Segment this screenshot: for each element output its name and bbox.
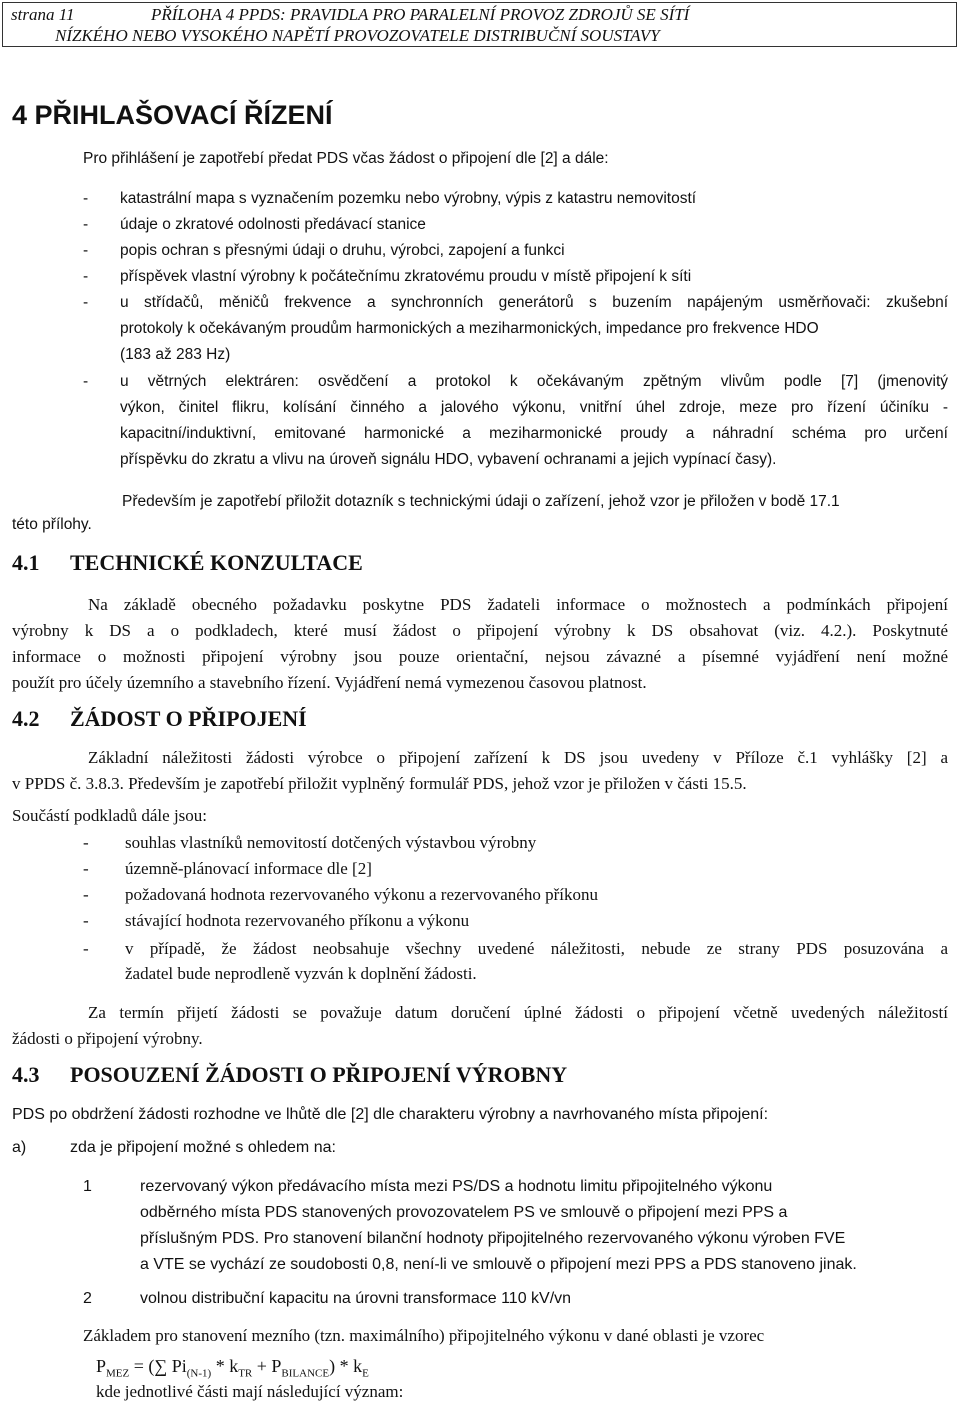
paragraph-line: informace o možnosti připojení výrobny jsou pouze orientační, nejsou závazné a písemné vyjádření není možné <box>12 647 948 666</box>
item-1-line: příslušným PDS. Pro stanovení bilanční hodnoty připojitelného rezervovaného výkonu výroben FVE <box>140 1230 846 1247</box>
section-4-intro: Pro přihlášení je zapotřebí předat PDS včas žádost o připojení dle [2] a dále: <box>83 150 609 167</box>
list-item: požadovaná hodnota rezervovaného výkonu a rezervovaného příkonu <box>125 885 598 904</box>
section-4-1-heading <box>12 550 363 576</box>
list-item-continued: výkon, činitel flikru, kolísání činného a jalového výkonu, vnitřní úhel zdroje, meze pro řízení účiníku - <box>120 399 948 416</box>
section-title: TECHNICKÉ KONZULTACE <box>70 550 363 575</box>
paragraph-line: v PPDS č. 3.8.3. Především je zapotřebí přiložit vyplněný formulář PDS, jehož vzor je přiložen v části 15.5. <box>12 774 747 793</box>
section-4-note-end: této přílohy. <box>12 516 92 533</box>
bullet-dash: - <box>83 294 89 311</box>
paragraph-line: použít pro účely územního a stavebního řízení. Vyjádření nemá vymezenou časovou platnost. <box>12 673 647 692</box>
list-item: katastrální mapa s vyznačením pozemku nebo výrobny, výpis z katastru nemovitostí <box>120 190 697 207</box>
section-title: POSOUZENÍ ŽÁDOSTI O PŘIPOJENÍ VÝROBNY <box>70 1062 568 1087</box>
list-item-continued: protokoly k očekávaným proudům harmonických a meziharmonických, impedance pro frekvence HDO <box>120 320 819 337</box>
bullet-dash: - <box>83 833 89 852</box>
list-item: územně-plánovací informace dle [2] <box>125 859 372 878</box>
list-item: údaje o zkratové odolnosti předávací stanice <box>120 216 426 233</box>
bullet-dash: - <box>83 885 89 904</box>
bullet-dash: - <box>83 268 89 285</box>
paragraph-line: výrobny k DS a o podkladech, které musí žádost o připojení výrobny k DS obsahovat (viz. 4.2.). Poskytnuté <box>12 621 948 640</box>
section-title: ŽÁDOST O PŘIPOJENÍ <box>70 706 307 731</box>
item-1-number: 1 <box>83 1178 92 1195</box>
paragraph-line: Na základě obecného požadavku poskytne PDS žadateli informace o možnostech a podmínkách připojení <box>88 595 948 614</box>
list-item: souhlas vlastníků nemovitostí dotčených výstavbou výrobny <box>125 833 537 852</box>
list-item-continued: (183 až 283 Hz) <box>120 346 231 363</box>
list-item-continued: kapacitní/induktivní, emitované harmonické a meziharmonické proudy a náhradní schéma pro určení <box>120 425 948 442</box>
paragraph-line: Základní náležitosti žádosti výrobce o připojení zařízení k DS jsou uvedeny v Příloze č.1 vyhlášky [2] a <box>88 748 948 767</box>
list-item: popis ochran s přesnými údaji o druhu, výrobci, zapojení a funkci <box>120 242 565 259</box>
header-title-line1: PŘÍLOHA 4 PPDS: PRAVIDLA PRO PARALELNÍ PROVOZ ZDROJŮ SE SÍTÍ <box>151 5 690 24</box>
section-4-3-intro: PDS po obdržení žádosti rozhodne ve lhůtě dle [2] dle charakteru výrobny a navrhovaného místa připojení: <box>12 1106 769 1123</box>
formula-note: kde jednotlivé části mají následující význam: <box>96 1382 404 1401</box>
list-item: v případě, že žádost neobsahuje všechny uvedené náležitosti, nebude ze strany PDS posuzována a <box>125 939 948 958</box>
item-1-line: odběrného místa PDS stanovených provozovatelem PS ve smlouvě o připojení mezi PPS a <box>140 1204 788 1221</box>
formula: $P_{MEZ}$ = (∑ $Pi_{(N-1)} * k_{TR} + P_{BILANCE}) * k_E$ <box>96 1356 369 1380</box>
item-2-number: 2 <box>83 1290 92 1307</box>
paragraph-line: Za termín přijetí žádosti se považuje datum doručení úplné žádosti o připojení včetně uvedených náležitostí <box>88 1003 948 1022</box>
bullet-dash: - <box>83 373 89 390</box>
section-4-heading: 4 PŘIHLAŠOVACÍ ŘÍZENÍ <box>12 100 333 130</box>
item-a-text: zda je připojení možné s ohledem na: <box>70 1139 336 1156</box>
header-title-line2: NÍZKÉHO NEBO VYSOKÉHO NAPĚTÍ PROVOZOVATELE DISTRIBUČNÍ SOUSTAVY <box>55 26 660 45</box>
list-item-continued: žadatel bude neprodleně vyzván k doplnění žádosti. <box>125 964 477 983</box>
list-item: u větrných elektráren: osvědčení a protokol k očekávaným zpětným vlivům podle [7] (jmenovitý <box>120 373 948 390</box>
formula-intro: Základem pro stanovení mezního (tzn. maximálního) připojitelného výkonu v dané oblasti je vzorec <box>83 1326 765 1345</box>
section-4-2-heading <box>12 706 307 732</box>
list-item-continued: příspěvku do zkratu a vlivu na úroveň signálu HDO, vybavení ochranami a jejich vypínací časy). <box>120 451 777 468</box>
list-item: příspěvek vlastní výrobny k počátečnímu zkratovému proudu v místě připojení k síti <box>120 268 692 285</box>
section-number: 4.1 <box>12 550 40 575</box>
bullet-dash: - <box>83 216 89 233</box>
item-1-line: rezervovaný výkon předávacího místa mezi PS/DS a hodnotu limitu připojitelného výkonu <box>140 1178 773 1195</box>
page-number: strana 11 <box>11 5 75 24</box>
parts-label: Součástí podkladů dále jsou: <box>12 806 208 825</box>
list-item: u střídačů, měničů frekvence a synchronních generátorů s buzením napájeným usměrňovači: zkušební <box>120 294 948 311</box>
bullet-dash: - <box>83 242 89 259</box>
item-a-label: a) <box>12 1139 27 1156</box>
page-header <box>2 2 957 47</box>
item-1-line: a VTE se vychází ze soudobosti 0,8, není-li ve smlouvě o připojení mezi PPS a PDS stanoveno jinak. <box>140 1256 857 1273</box>
list-item: stávající hodnota rezervovaného příkonu a výkonu <box>125 911 470 930</box>
bullet-dash: - <box>83 190 89 207</box>
section-number: 4.2 <box>12 706 40 731</box>
section-4-3-heading <box>12 1062 567 1088</box>
section-4-note: Především je zapotřebí přiložit dotazník s technickými údaji o zařízení, jehož vzor je přiložen v bodě 17.1 <box>122 493 840 510</box>
bullet-dash: - <box>83 911 89 930</box>
paragraph-line: žádosti o připojení výrobny. <box>12 1029 203 1048</box>
bullet-dash: - <box>83 939 89 958</box>
bullet-dash: - <box>83 859 89 878</box>
item-2-text: volnou distribuční kapacitu na úrovni transformace 110 kV/vn <box>140 1290 572 1307</box>
section-number: 4.3 <box>12 1062 40 1087</box>
